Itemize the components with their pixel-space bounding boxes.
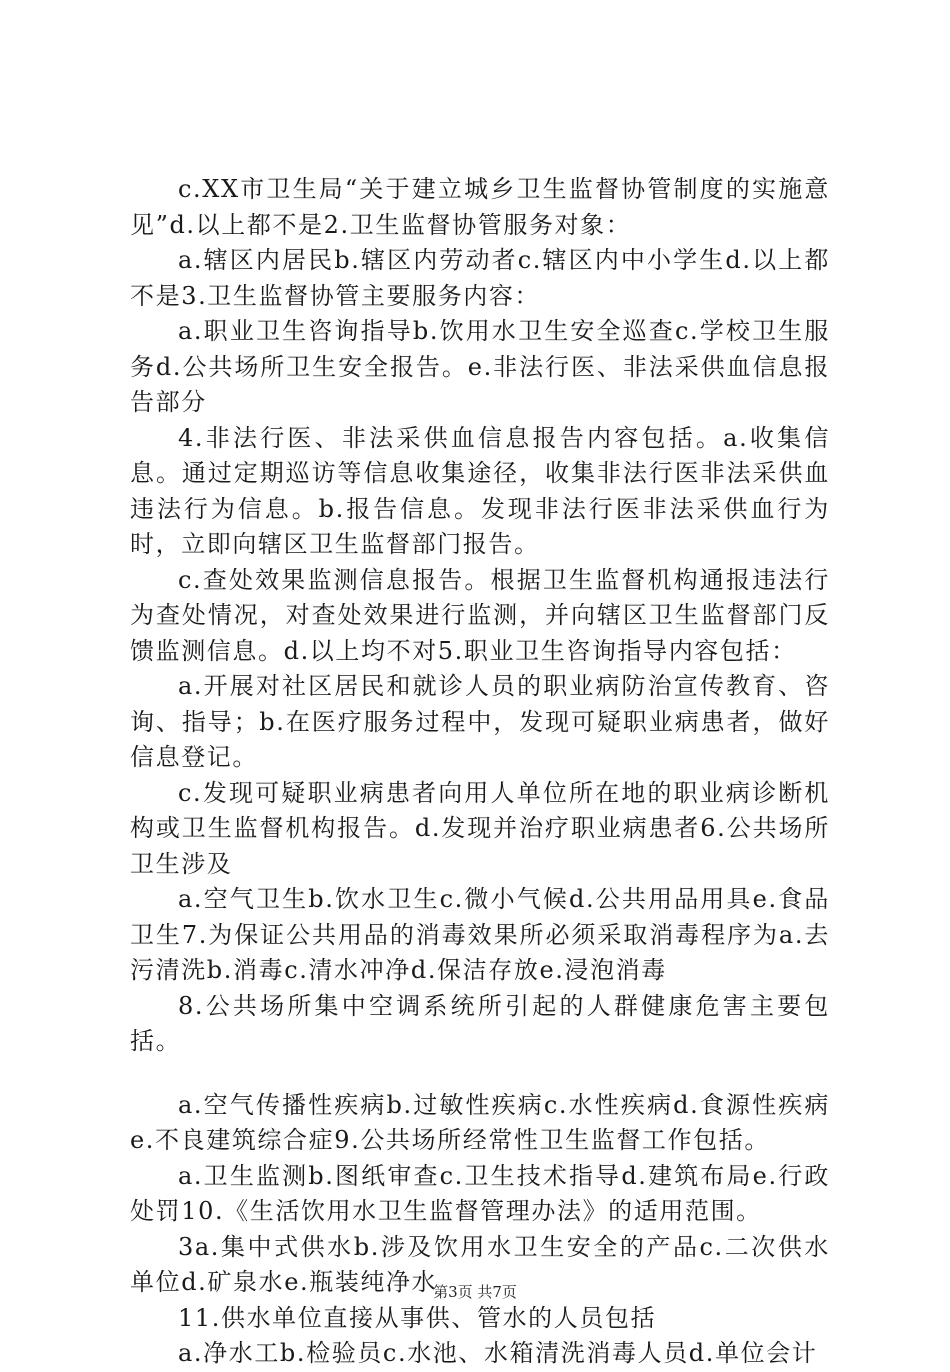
page-number-footer: 第3页 共7页 <box>433 1283 517 1301</box>
paragraph-1: c.XX市卫生局“关于建立城乡卫生监督协管制度的实施意见”d.以上都不是2.卫生监督协管服务对象： <box>130 175 830 239</box>
paragraph-2: a.辖区内居民b.辖区内劳动者c.辖区内中小学生d.以上都不是3.卫生监督协管主要服务内容： <box>130 246 830 310</box>
paragraph-10: a.空气传播性疾病b.过敏性疾病c.水性疾病d.食源性疾病e.不良建筑综合症9.公共场所经常性卫生监督工作包括。 <box>130 1090 830 1154</box>
paragraph-8: a.空气卫生b.饮水卫生c.微小气候d.公共用品用具e.食品卫生7.为保证公共用品的消毒效果所必须采取消毒程序为a.去污清洗b.消毒c.清水冲净d.保洁存放e.浸泡消毒 <box>130 885 830 984</box>
paragraph-3: a.职业卫生咨询指导b.饮用水卫生安全巡查c.学校卫生服务d.公共场所卫生安全报告。e.非法行医、非法采供血信息报告部分 <box>130 317 830 416</box>
paragraph-14: a.净水工b.检验员c.水池、水箱清洗消毒人员d.单位会计 <box>178 1339 818 1367</box>
paragraph-13: 11.供水单位直接从事供、管水的人员包括 <box>178 1303 657 1332</box>
paragraph-7: c.发现可疑职业病患者向用人单位所在地的职业病诊断机构或卫生监督机构报告。d.发现并治疗职业病患者6.公共场所卫生涉及 <box>130 778 830 878</box>
paragraph-5: c.查处效果监测信息报告。根据卫生监督机构通报违法行为查处情况，对查处效果进行监测，并向辖区卫生监督部门反馈监测信息。d.以上均不对5.职业卫生咨询指导内容包括： <box>130 565 830 665</box>
paragraph-12: 3a.集中式供水b.涉及饮用水卫生安全的产品c.二次供水单位d.矿泉水e.瓶装纯净水 <box>130 1232 830 1296</box>
paragraph-4: 4.非法行医、非法采供血信息报告内容包括。a.收集信息。通过定期巡访等信息收集途径，收集非法行医非法采供血违法行为信息。b.报告信息。发现非法行医非法采供血行为时，立即向辖区卫生监督部门报告。 <box>130 423 830 558</box>
paragraph-11: a.卫生监测b.图纸审查c.卫生技术指导d.建筑布局e.行政处罚10.《生活饮用水卫生监督管理办法》的适用范围。 <box>130 1161 830 1225</box>
document-body <box>130 172 830 1372</box>
paragraph-9: 8.公共场所集中空调系统所引起的人群健康危害主要包括。 <box>130 991 830 1055</box>
paragraph-6: a.开展对社区居民和就诊人员的职业病防治宣传教育、咨询、指导；b.在医疗服务过程中，发现可疑职业病患者，做好信息登记。 <box>130 672 830 771</box>
